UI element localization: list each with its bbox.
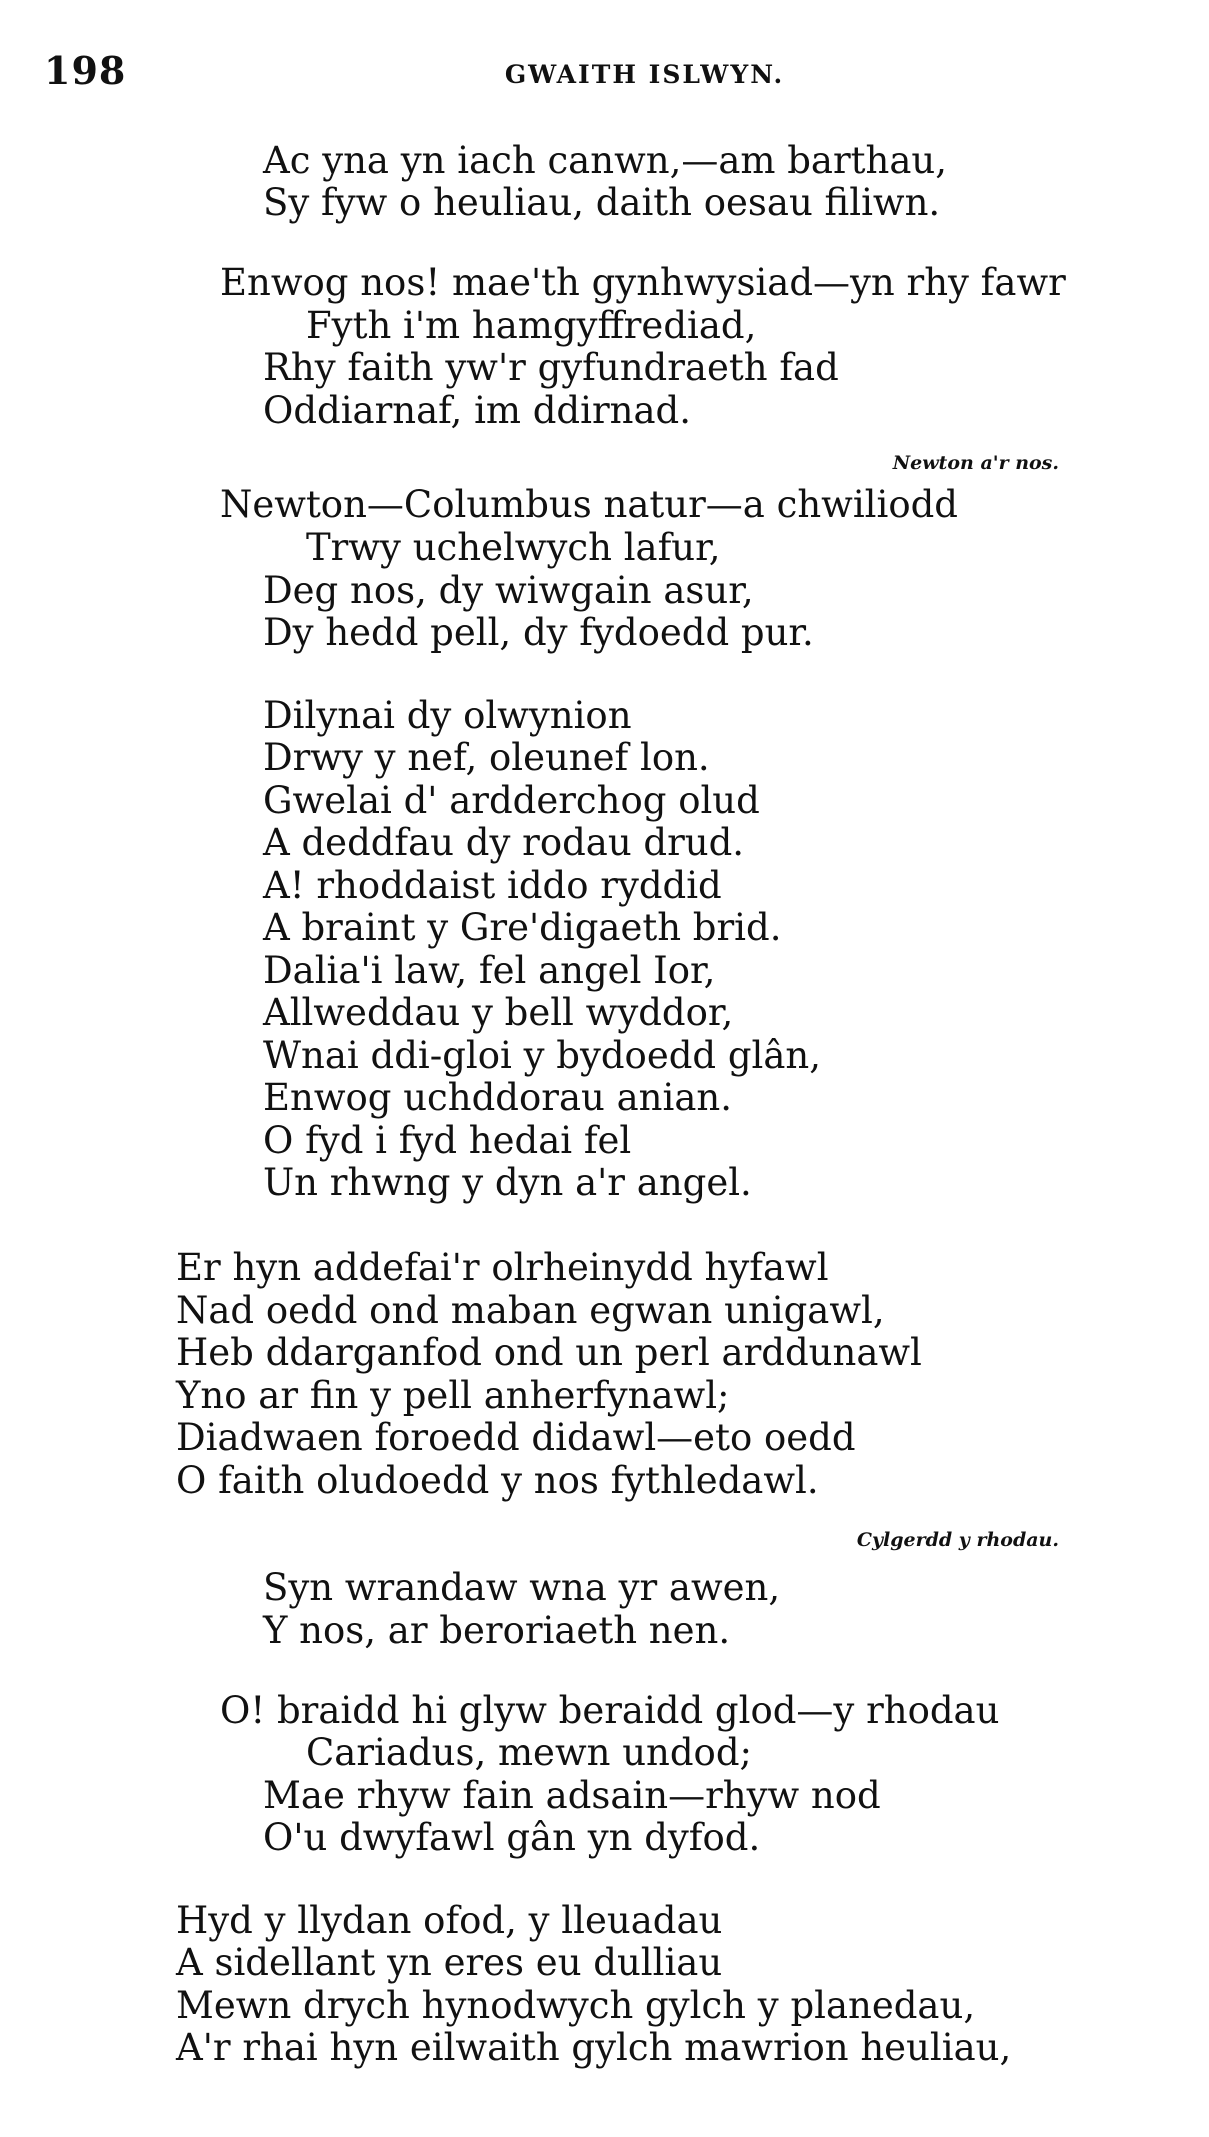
verse-line: A braint y Gre'digaeth brid. [263, 906, 782, 949]
verse-line: A! rhoddaist iddo ryddid [263, 864, 722, 907]
verse-line: Dalia'i law, fel angel Ior, [263, 949, 716, 992]
verse-line: Cariadus, mewn undod; [306, 1731, 752, 1774]
verse-line: Oddiarnaf, im ddirnad. [263, 389, 691, 432]
verse-line: Heb ddarganfod ond un perl arddunawl [176, 1331, 922, 1374]
verse-line: Mewn drych hynodwych gylch y planedau, [176, 1984, 976, 2027]
running-title: GWAITH ISLWYN. [504, 60, 785, 89]
verse-line: Mae rhyw fain adsain—rhyw nod [263, 1774, 881, 1817]
verse-line: Newton—Columbus natur—a chwiliodd [220, 483, 958, 526]
verse-line: Nad oedd ond maban egwan unigawl, [176, 1289, 885, 1332]
verse-line: Enwog nos! mae'th gynhwysiad—yn rhy fawr [220, 261, 1066, 304]
verse-line: Deg nos, dy wiwgain asur, [263, 569, 754, 612]
verse-line: O! braidd hi glyw beraidd glod—y rhodau [220, 1689, 1000, 1732]
verse-line: O fyd i fyd hedai fel [263, 1119, 632, 1162]
verse-line: Trwy uchelwych lafur, [306, 526, 721, 569]
verse-line: Drwy y nef, oleunef lon. [263, 736, 710, 779]
verse-line: Wnai ddi-gloi y bydoedd glân, [263, 1034, 822, 1077]
verse-line: Diadwaen foroedd didawl—eto oedd [176, 1416, 856, 1459]
verse-line: Syn wrandaw wna yr awen, [263, 1566, 781, 1609]
margin-note: Newton a'r nos. [892, 452, 1059, 474]
verse-line: Enwog uchddorau anian. [263, 1076, 732, 1119]
verse-line: Rhy faith yw'r gyfundraeth fad [263, 346, 839, 389]
verse-line: Sy fyw o heuliau, daith oesau filiwn. [263, 181, 941, 224]
verse-line: A deddfau dy rodau drud. [263, 821, 745, 864]
margin-note: Cylgerdd y rhodau. [856, 1529, 1059, 1551]
verse-line: Er hyn addefai'r olrheinydd hyfawl [176, 1246, 829, 1289]
verse-line: Ac yna yn iach canwn,—am barthau, [263, 139, 948, 182]
verse-line: A'r rhai hyn eilwaith gylch mawrion heuliau, [176, 2026, 1012, 2069]
page-number: 198 [44, 48, 127, 93]
verse-line: Un rhwng y dyn a'r angel. [263, 1161, 752, 1204]
verse-line: Allweddau y bell wyddor, [263, 991, 734, 1034]
verse-line: O faith oludoedd y nos fythledawl. [176, 1459, 819, 1502]
verse-line: Dilynai dy olwynion [263, 694, 632, 737]
verse-line: Gwelai d' ardderchog olud [263, 779, 760, 822]
verse-line: Fyth i'm hamgyffrediad, [306, 304, 757, 347]
verse-line: O'u dwyfawl gân yn dyfod. [263, 1816, 761, 1859]
verse-line: Yno ar fin y pell anherfynawl; [176, 1374, 730, 1417]
verse-line: Dy hedd pell, dy fydoedd pur. [263, 611, 814, 654]
verse-line: Y nos, ar beroriaeth nen. [263, 1609, 731, 1652]
verse-line: A sidellant yn eres eu dulliau [176, 1941, 723, 1984]
verse-line: Hyd y llydan ofod, y lleuadau [176, 1899, 723, 1942]
